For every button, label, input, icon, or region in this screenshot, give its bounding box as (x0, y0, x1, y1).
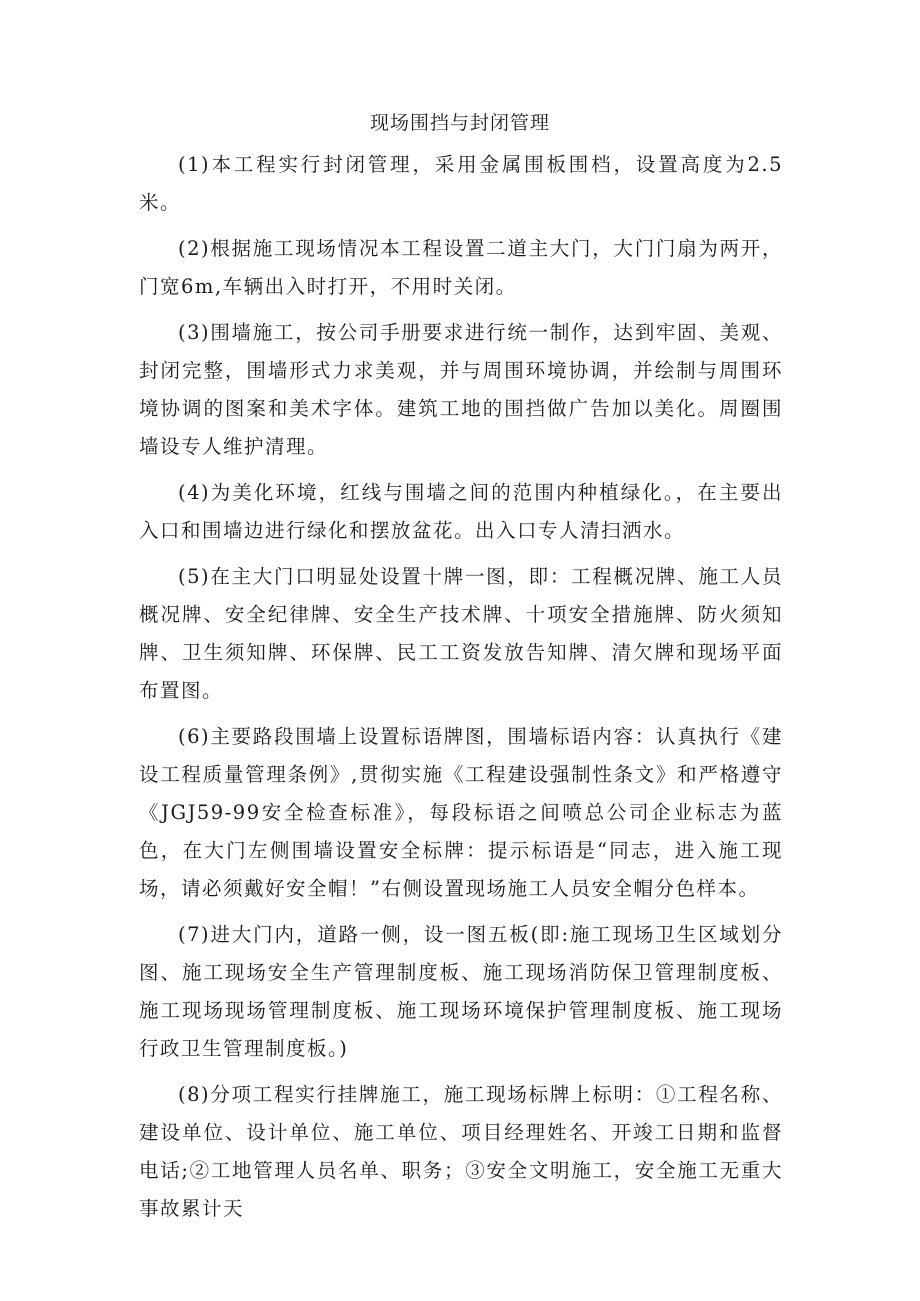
document-title: 现场围挡与封闭管理 (369, 112, 550, 134)
paragraph-2: (2)根据施工现场情况本工程设置二道主大门，大门门扇为两开，门宽6m,车辆出入时打开，不用时关闭。 (139, 237, 783, 298)
paragraph-8: (8)分项工程实行挂牌施工，施工现场标牌上标明：①工程名称、建设单位、设计单位、施工单位、项目经理姓名、开竣工日期和监督电话;②工地管理人员名单、职务；③安全文明施工，安全施工无重大事故累计天 (139, 1083, 783, 1220)
paragraph-7: (7)进大门内，道路一侧，设一图五板(即:施工现场卫生区域划分图、施工现场安全生产管理制度板、施工现场消防保卫管理制度板、施工现场现场管理制度板、施工现场环境保护管理制度板、施工现场行政卫生管理制度板。) (139, 923, 783, 1060)
document-body (139, 146, 783, 1236)
paragraph-4: (4)为美化环境，红线与围墙之间的范围内种植绿化。，在主要出入口和围墙边进行绿化和摆放盆花。出入口专人清扫洒水。 (139, 481, 783, 542)
paragraph-6: (6)主要路段围墙上设置标语牌图，围墙标语内容：认真执行《建设工程质量管理条例》,贯彻实施《工程建设强制性条文》和严格遵守《JGJ59-99安全检查标准》，每段标语之间喷总公司企业标志为蓝色，在大门左侧围墙设置安全标牌：提示标语是“同志，进入施工现场，请必须戴好安全帽！”右侧设置现场施工人员安全帽分色样本。 (139, 725, 783, 900)
paragraph-3: (3)围墙施工，按公司手册要求进行统一制作，达到牢固、美观、封闭完整，围墙形式力求美观，并与周围环境协调，并绘制与周围环境协调的图案和美术字体。建筑工地的围挡做广告加以美化。周圈围墙设专人维护清理。 (139, 321, 783, 458)
paragraph-1: (1)本工程实行封闭管理，采用金属围板围档，设置高度为2.5米。 (139, 153, 783, 214)
paragraph-5: (5)在主大门口明显处设置十牌一图，即：工程概况牌、施工人员概况牌、安全纪律牌、安全生产技术牌、十项安全措施牌、防火须知牌、卫生须知牌、环保牌、民工工资发放告知牌、清欠牌和现场平面布置图。 (139, 565, 783, 702)
